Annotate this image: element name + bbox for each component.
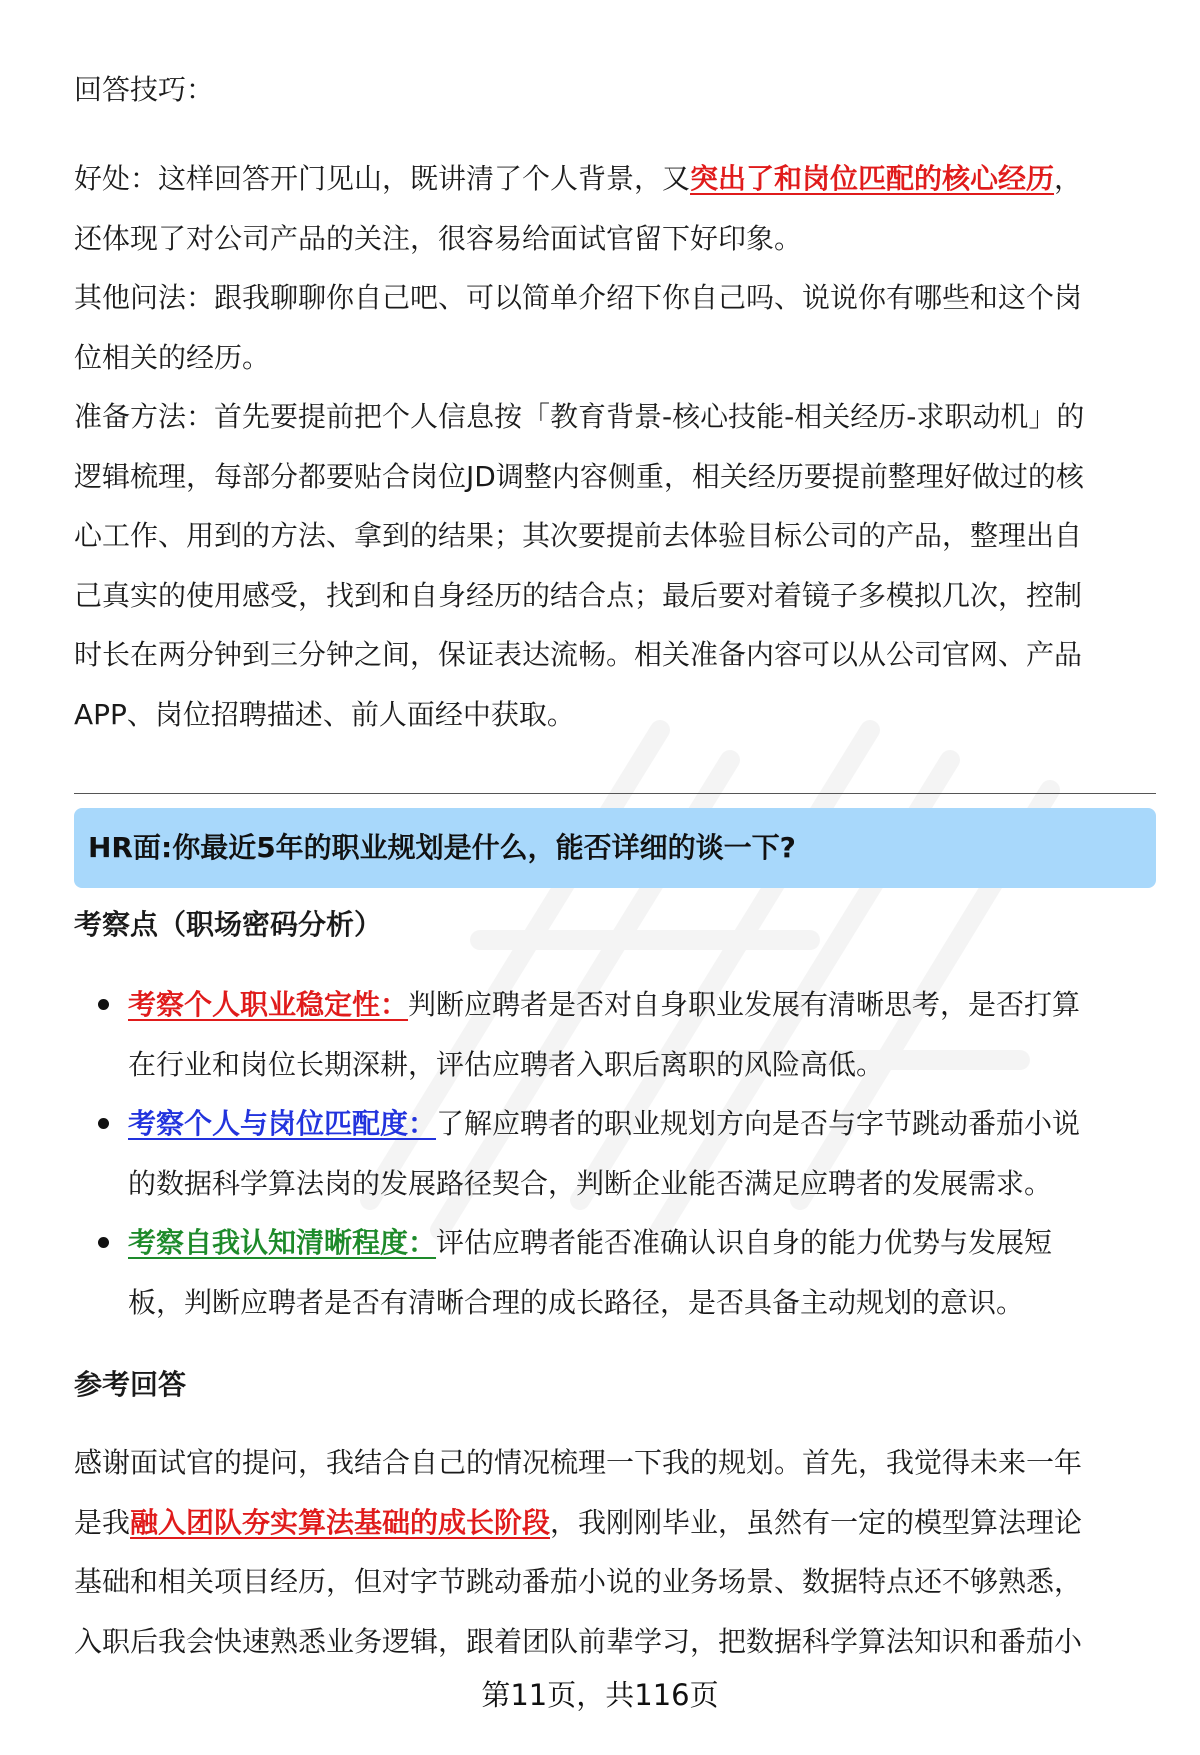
answer-prefix: 是我 — [74, 1505, 131, 1539]
bullet-dot — [98, 999, 109, 1010]
benefit-line-1 — [74, 149, 1156, 209]
answer-line-2 — [74, 1493, 1156, 1553]
list-item — [74, 1213, 1156, 1332]
prep-line-2: 逻辑梳理，每部分都要贴合岗位JD调整内容侧重，相关经历要提前整理好做过的核 — [74, 459, 1084, 493]
prep-line-6: APP、岗位招聘描述、前人面经中获取。 — [74, 697, 575, 731]
answer-line-1: 感谢面试官的提问，我结合自己的情况梳理一下我的规划。首先，我觉得未来一年 — [74, 1446, 1083, 1479]
bullet-text: 评估应聘者能否准确认识自身的能力优势与发展短 — [436, 1226, 1053, 1259]
section-divider — [74, 793, 1156, 794]
bullet-line-2: 板，判断应聘者是否有清晰合理的成长路径，是否具备主动规划的意识。 — [128, 1285, 1025, 1319]
question-box — [74, 808, 1156, 888]
bullet-line-1 — [128, 975, 1156, 1035]
bullet-dot — [98, 1237, 109, 1248]
bullet-text: 了解应聘者的职业规划方向是否与字节跳动番茄小说 — [436, 1107, 1081, 1140]
list-item — [74, 975, 1156, 1094]
bullet-line-1 — [128, 1213, 1156, 1273]
benefit-highlight: 突出了和岗位匹配的核心经历 — [690, 162, 1055, 195]
answer-heading: 参考回答 — [74, 1368, 187, 1401]
bullet-label: 考察个人与岗位匹配度： — [128, 1107, 437, 1140]
bullet-text: 判断应聘者是否对自身职业发展有清晰思考，是否打算 — [408, 988, 1081, 1021]
other-ways-line-2: 位相关的经历。 — [74, 340, 271, 374]
bullet-line-2: 在行业和岗位长期深耕，评估应聘者入职后离职的风险高低。 — [128, 1047, 885, 1081]
document-page — [74, 0, 1156, 1755]
answer-suffix: ，我刚刚毕业，虽然有一定的模型算法理论 — [550, 1505, 1083, 1539]
prep-line-4: 己真实的使用感受，找到和自身经历的结合点；最后要对着镜子多模拟几次，控制 — [74, 578, 1083, 612]
tips-heading: 回答技巧： — [74, 73, 215, 106]
benefit-suffix: ， — [1054, 162, 1083, 195]
prep-line-5: 时长在两分钟到三分钟之间，保证表达流畅。相关准备内容可以从公司官网、产品 — [74, 638, 1083, 671]
answer-highlight: 融入团队夯实算法基础的成长阶段 — [130, 1505, 551, 1539]
tips-body — [74, 149, 1156, 744]
prep-line-1: 准备方法：首先要提前把个人信息按「教育背景-核心技能-相关经历-求职动机」的 — [74, 400, 1085, 433]
benefit-prefix: 好处：这样回答开门见山，既讲清了个人背景，又 — [74, 162, 691, 195]
other-ways-line-1: 其他问法：跟我聊聊你自己吧、可以简单介绍下你自己吗、说说你有哪些和这个岗 — [74, 281, 1083, 314]
bullet-label: 考察自我认知清晰程度： — [128, 1226, 437, 1259]
page-footer: 第11页，共116页 — [481, 1678, 719, 1712]
prep-line-3: 心工作、用到的方法、拿到的结果；其次要提前去体验目标公司的产品，整理出自 — [74, 519, 1083, 552]
bullet-line-1 — [128, 1094, 1156, 1154]
list-item — [74, 1094, 1156, 1213]
inspect-heading: 考察点（职场密码分析） — [74, 908, 383, 941]
benefit-line-2: 还体现了对公司产品的关注，很容易给面试官留下好印象。 — [74, 221, 803, 255]
answer-line-3: 基础和相关项目经历，但对字节跳动番茄小说的业务场景、数据特点还不够熟悉， — [74, 1565, 1083, 1598]
answer-body — [74, 1433, 1156, 1671]
bullet-dot — [98, 1118, 109, 1129]
bullet-label: 考察个人职业稳定性： — [128, 988, 409, 1021]
bullet-line-2: 的数据科学算法岗的发展路径契合，判断企业能否满足应聘者的发展需求。 — [128, 1166, 1053, 1200]
answer-line-4: 入职后我会快速熟悉业务逻辑，跟着团队前辈学习，把数据科学算法知识和番茄小 — [74, 1624, 1083, 1658]
question-title: HR面:你最近5年的职业规划是什么，能否详细的谈一下? — [88, 831, 796, 864]
inspect-list — [74, 975, 1156, 1332]
